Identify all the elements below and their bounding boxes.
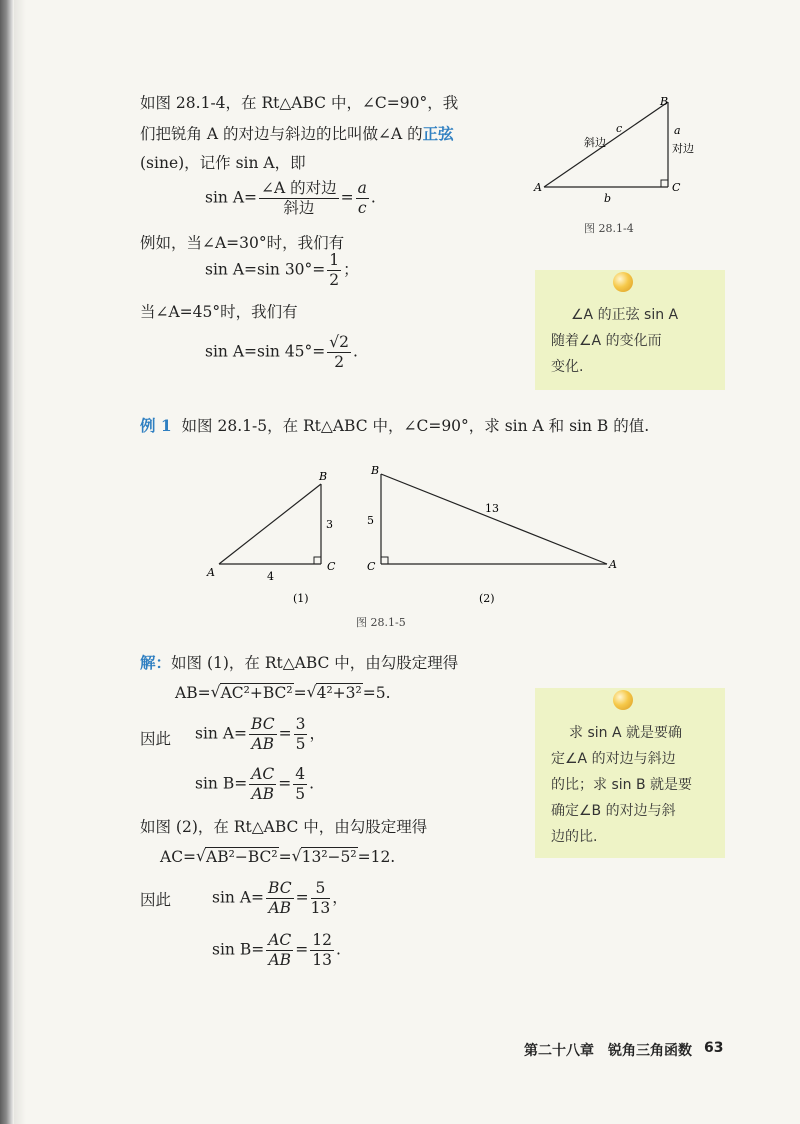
fig5-1-side-bc-label: 3 xyxy=(326,518,333,531)
sinA2-den2: 13 xyxy=(310,899,331,918)
note2-line-2: 定∠A 的对边与斜边 xyxy=(551,751,676,767)
ab-sqrt-2 xyxy=(307,686,363,702)
sinB1-num2: 4 xyxy=(293,766,307,785)
page-number: 63 xyxy=(704,1040,724,1056)
ex30-lhs: sin A=sin 30°= xyxy=(205,260,326,279)
ex45-fraction xyxy=(327,334,351,371)
ab-radicand-1: AC²+BC² xyxy=(220,684,293,702)
ac-lhs: AC= xyxy=(160,848,197,866)
fig4-hypotenuse-label: 斜边 xyxy=(584,136,606,149)
fig5-1-label-C: C xyxy=(327,560,336,573)
def-numerator: ∠A 的对边 xyxy=(259,180,339,199)
intro-line-3: (sine)，记作 sin A，即 xyxy=(140,154,306,172)
term-sine: 正弦 xyxy=(422,124,454,143)
ex30-den: 2 xyxy=(329,271,340,290)
figure-28-1-4 xyxy=(520,90,720,210)
sinA1-num2: 3 xyxy=(294,716,308,735)
note2-line-5: 边的比. xyxy=(551,829,598,845)
sinB1-frac-2 xyxy=(293,766,307,803)
fig5-1-right-angle xyxy=(314,557,321,564)
sinB1-lhs: sin B= xyxy=(195,774,248,793)
ex30-end: ； xyxy=(343,260,359,279)
ex30-fraction xyxy=(327,252,341,289)
intro-line-1: 如图 28.1-4，在 Rt△ABC 中，∠C=90°，我 xyxy=(140,94,459,112)
sinB2-frac-2 xyxy=(310,932,334,969)
intro-line-2-text: 们把锐角 A 的对边与斜边的比叫做∠A 的 xyxy=(140,125,423,143)
fig5-triangle-2 xyxy=(367,464,617,605)
fig5-1-side-ac-label: 4 xyxy=(267,570,274,583)
fig5-2-label-A: A xyxy=(609,558,617,571)
fig5-1-side-ab xyxy=(219,484,321,564)
fig5-2-side-ab-label: 13 xyxy=(485,502,499,515)
def-denominator-2: c xyxy=(357,199,367,218)
figure-28-1-5 xyxy=(195,458,635,608)
sinB2-frac xyxy=(266,932,293,969)
note1-line-1: ∠A 的正弦 sin A xyxy=(571,307,679,323)
sine-definition-formula xyxy=(205,180,376,217)
note1-line-2: 随着∠A 的变化而 xyxy=(551,333,662,349)
ac-sqrt-2 xyxy=(292,850,358,866)
fig5-1-label-A: A xyxy=(207,566,215,579)
sinA-2-formula: sin A= $\frac{BC}{AB}$ = $\frac{5}{13}$ ， xyxy=(212,879,348,918)
intro-line-2 xyxy=(140,126,454,143)
sinA2-lhs: sin A= xyxy=(212,888,265,907)
sinB1-frac xyxy=(249,766,276,803)
sinA1-end: ， xyxy=(309,724,325,743)
footer-chapter: 第二十八章 锐角三角函数 xyxy=(524,1043,692,1059)
ex45-lhs: sin A=sin 45°= xyxy=(205,342,326,361)
sinB-1-formula: sin B= $\frac{AC}{AB}$ = $\frac{4}{5}$ . xyxy=(195,765,315,804)
sinB2-num: AC xyxy=(266,932,293,951)
ab-lhs: AB= xyxy=(175,684,211,702)
sinA1-den2: 5 xyxy=(295,735,306,754)
example-30-intro: 例如，当∠A=30°时，我们有 xyxy=(140,234,345,252)
fig4-label-c: c xyxy=(616,122,623,135)
ac-formula xyxy=(160,850,395,866)
book-spine-shadow xyxy=(0,0,14,1124)
therefore-1: 因此 xyxy=(140,730,172,748)
fig4-hypotenuse xyxy=(544,102,668,187)
ex45-end: . xyxy=(353,342,358,361)
fig5-2-label-C: C xyxy=(367,560,376,573)
ab-end: =5. xyxy=(362,684,391,702)
def-fraction-2 xyxy=(356,180,369,217)
sinA2-frac-2 xyxy=(311,880,331,917)
ac-eq: = xyxy=(278,848,292,866)
solution-label: 解： xyxy=(140,653,172,672)
fig4-label-B: B xyxy=(660,95,669,108)
def-equals: = xyxy=(340,188,354,207)
def-numerator-2: a xyxy=(356,180,369,199)
margin-note-2 xyxy=(535,688,725,858)
ab-sqrt-1 xyxy=(211,686,294,702)
sinA1-frac xyxy=(249,716,277,753)
sinA2-num: BC xyxy=(266,880,294,899)
fig5-2-right-angle xyxy=(381,557,388,564)
solution-line-1 xyxy=(140,655,458,672)
example-1-label: 例 1 xyxy=(140,416,172,435)
sinA2-frac xyxy=(266,880,294,917)
def-end: . xyxy=(370,188,376,207)
example-45-intro: 当∠A=45°时，我们有 xyxy=(140,303,298,321)
sinA2-den: AB xyxy=(268,899,292,918)
example-1-heading xyxy=(140,418,649,435)
sinA1-num: BC xyxy=(249,716,277,735)
fig5-1-label: (1) xyxy=(293,592,309,605)
fig5-2-label: (2) xyxy=(479,592,495,605)
note1-line-3: 变化. xyxy=(551,359,584,375)
page-gutter xyxy=(14,0,26,1124)
note2-line-4: 确定∠B 的对边与斜 xyxy=(551,803,676,819)
ab-radicand-2: 4²+3² xyxy=(316,684,362,702)
fig4-opposite-label: 对边 xyxy=(672,142,694,155)
def-denominator: 斜边 xyxy=(283,199,315,218)
sinB2-den: AB xyxy=(268,951,292,970)
solution-line-2: 如图 (2)，在 Rt△ABC 中，由勾股定理得 xyxy=(140,818,428,836)
sinA1-lhs: sin A= xyxy=(195,724,248,743)
figure-28-1-5-caption: 图 28.1-5 xyxy=(356,616,406,629)
sinB-2-formula: sin B= $\frac{AC}{AB}$ = $\frac{12}{13}$ . xyxy=(212,931,341,970)
fig5-triangle-1 xyxy=(206,470,336,605)
ex45-num: √2 xyxy=(327,334,351,353)
fig5-2-side-bc-label: 5 xyxy=(367,514,374,527)
example-30-formula xyxy=(205,252,359,289)
fig5-2-side-ab xyxy=(381,474,607,564)
sinA1-den: AB xyxy=(251,735,275,754)
sinA2-end: ， xyxy=(332,888,348,907)
ab-eq: = xyxy=(293,684,307,702)
ac-sqrt-1 xyxy=(196,850,279,866)
example-45-formula xyxy=(205,334,358,371)
note2-line-3: 的比；求 sin B 就是要 xyxy=(551,777,693,793)
fig4-label-a: a xyxy=(674,124,681,137)
sinA-1-formula: sin A= $\frac{BC}{AB}$ = $\frac{3}{5}$ ， xyxy=(195,715,325,754)
sinB1-den2: 5 xyxy=(295,785,306,804)
fig5-1-label-B: B xyxy=(319,470,328,483)
example-1-text: 如图 28.1-5，在 Rt△ABC 中，∠C=90°，求 sin A 和 sin B 的值. xyxy=(181,417,650,435)
sinA1-frac-2 xyxy=(294,716,308,753)
def-fraction xyxy=(259,180,339,217)
sinB2-end: . xyxy=(336,940,341,959)
figure-28-1-4-caption: 图 28.1-4 xyxy=(584,222,634,235)
solution-line-1-text: 如图 (1)，在 Rt△ABC 中，由勾股定理得 xyxy=(171,654,459,672)
def-lhs: sin A= xyxy=(205,188,258,207)
ac-radicand-1: AB²−BC² xyxy=(206,848,278,866)
fig4-right-angle xyxy=(661,180,668,187)
sinB1-end: . xyxy=(309,774,315,793)
fig4-label-C: C xyxy=(672,181,681,194)
fig4-label-b: b xyxy=(604,192,612,205)
ex30-num: 1 xyxy=(327,252,341,271)
ex45-den: 2 xyxy=(334,353,345,372)
sinB2-den2: 13 xyxy=(312,951,332,970)
sinB1-den: AB xyxy=(251,785,275,804)
sinB2-lhs: sin B= xyxy=(212,940,265,959)
sinB2-num2: 12 xyxy=(310,932,334,951)
ac-end: =12. xyxy=(357,848,396,866)
sinA2-num2: 5 xyxy=(311,880,331,899)
sinB1-num: AC xyxy=(249,766,276,785)
note-bullet-icon xyxy=(613,272,633,292)
ac-radicand-2: 13²−5² xyxy=(301,848,357,866)
note2-line-1: 求 sin A 就是要确 xyxy=(569,725,682,741)
fig4-label-A: A xyxy=(534,181,542,194)
note-bullet-icon xyxy=(613,690,633,710)
therefore-2: 因此 xyxy=(140,891,172,909)
fig5-2-label-B: B xyxy=(371,464,380,477)
ab-formula xyxy=(175,686,391,702)
margin-note-1 xyxy=(535,270,725,390)
